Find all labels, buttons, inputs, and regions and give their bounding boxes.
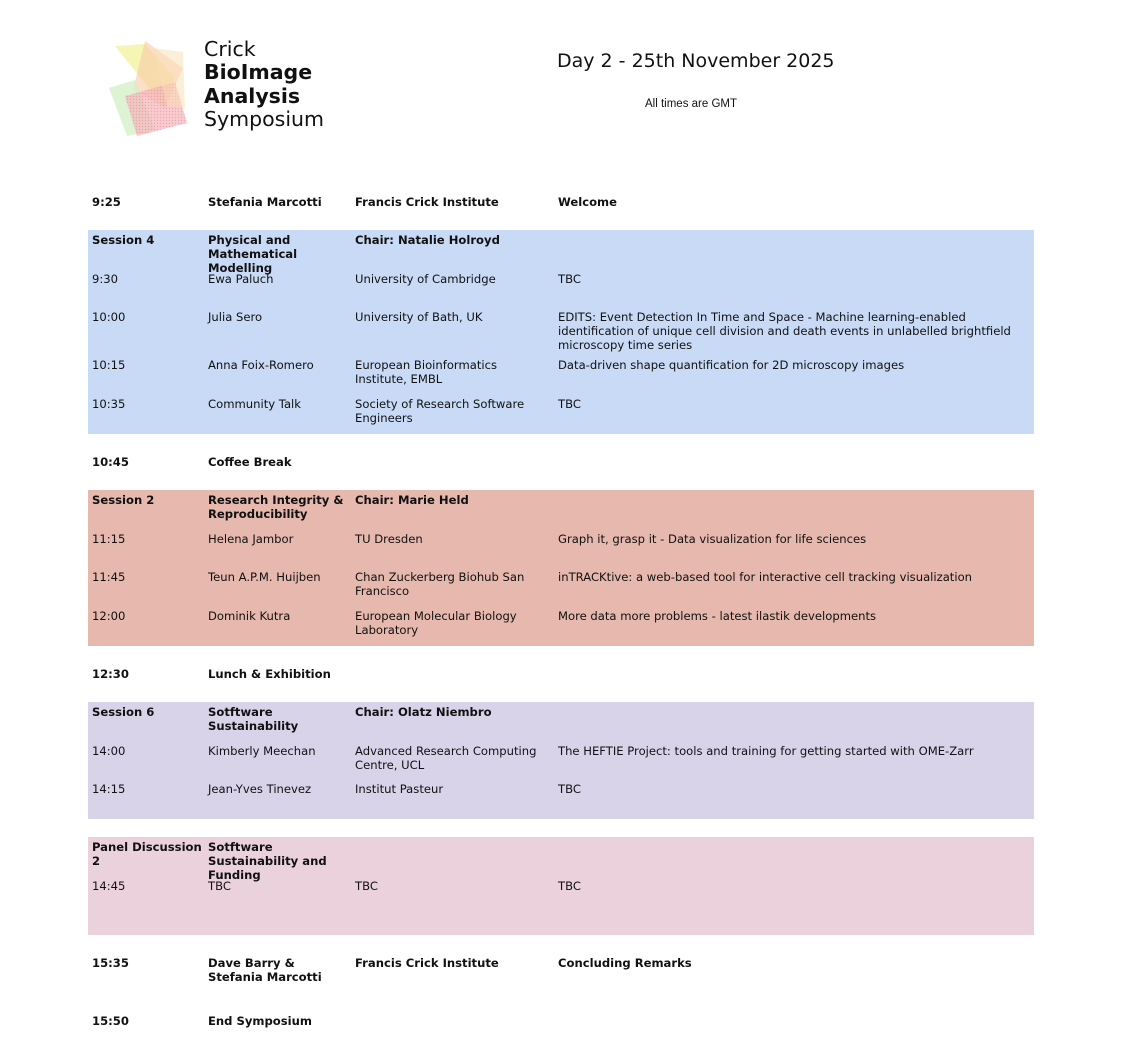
panel-discussion-label: Panel Discussion 2 [92, 840, 202, 868]
welcome-affiliation: Francis Crick Institute [355, 195, 499, 209]
talk-time: 11:45 [92, 570, 126, 584]
talk-affiliation: European Bioinformatics Institute, EMBL [355, 358, 498, 386]
talk-affiliation: Chan Zuckerberg Biohub San Francisco [355, 570, 525, 598]
talk-affiliation: TBC [355, 879, 378, 893]
lunch-time: 12:30 [92, 667, 129, 681]
talk-speaker: Teun A.P.M. Huijben [208, 570, 321, 584]
logo-line-crick: Crick [204, 37, 256, 61]
talk-speaker: Ewa Paluch [208, 272, 274, 286]
talk-title: Data-driven shape quantification for 2D microscopy images [558, 358, 905, 372]
talk-speaker: TBC [208, 879, 231, 893]
talk-speaker: Kimberly Meechan [208, 744, 316, 758]
talk-title: TBC [558, 782, 581, 796]
talk-time: 10:00 [92, 310, 126, 324]
talk-title: EDITS: Event Detection In Time and Space - Machine learning-enabled identification of unique cell division and death events in unlabelled brightfield microscopy time series [558, 310, 1011, 352]
talk-affiliation: Advanced Research Computing Centre, UCL [355, 744, 537, 772]
welcome-title: Welcome [558, 195, 617, 209]
talk-title: TBC [558, 272, 581, 286]
talk-affiliation: Institut Pasteur [355, 782, 444, 796]
coffee-time: 10:45 [92, 455, 129, 469]
closing-affiliation: Francis Crick Institute [355, 956, 499, 970]
symposium-logo-text [204, 38, 324, 131]
session-6-chair: Chair: Olatz Niembro [355, 705, 492, 719]
talk-speaker: Community Talk [208, 397, 301, 411]
coffee-label: Coffee Break [208, 455, 292, 469]
closing-title: Concluding Remarks [558, 956, 692, 970]
talk-title: Graph it, grasp it - Data visualization for life sciences [558, 532, 867, 546]
session-2-chair: Chair: Marie Held [355, 493, 469, 507]
panel-discussion-topic: Sotftware Sustainability and Funding [208, 840, 327, 882]
talk-time: 14:45 [92, 879, 126, 893]
logo-line-bioimage: BioImage [204, 60, 313, 85]
talk-time: 10:35 [92, 397, 126, 411]
end-time: 15:50 [92, 1014, 129, 1028]
talk-time: 14:00 [92, 744, 126, 758]
welcome-speaker: Stefania Marcotti [208, 195, 322, 209]
page-title: Day 2 - 25th November 2025 [557, 50, 835, 72]
symposium-logo-icon [105, 38, 187, 138]
talk-speaker: Jean-Yves Tinevez [208, 782, 312, 796]
talk-speaker: Julia Sero [208, 310, 263, 324]
talk-affiliation: European Molecular Biology Laboratory [355, 609, 517, 637]
talk-time: 12:00 [92, 609, 126, 623]
closing-time: 15:35 [92, 956, 129, 970]
end-label: End Symposium [208, 1014, 312, 1028]
session-2-topic: Research Integrity & Reproducibility [208, 493, 344, 521]
talk-affiliation: University of Bath, UK [355, 310, 483, 324]
talk-time: 11:15 [92, 532, 126, 546]
session-4-chair: Chair: Natalie Holroyd [355, 233, 500, 247]
closing-speaker: Dave Barry & Stefania Marcotti [208, 956, 322, 984]
session-6-label: Session 6 [92, 705, 155, 719]
talk-title: The HEFTIE Project: tools and training for getting started with OME-Zarr [558, 744, 974, 758]
talk-title: TBC [558, 397, 581, 411]
talk-title: More data more problems - latest ilastik developments [558, 609, 877, 623]
talk-title: inTRACKtive: a web-based tool for interactive cell tracking visualization [558, 570, 973, 584]
logo-line-analysis: Analysis [204, 83, 301, 108]
session-4-topic: Physical and Mathematical Modelling [208, 233, 298, 275]
session-2-label: Session 2 [92, 493, 155, 507]
session-4-label: Session 4 [92, 233, 155, 247]
talk-affiliation: University of Cambridge [355, 272, 496, 286]
session-6-topic: Sotftware Sustainability [208, 705, 299, 733]
timezone-note: All times are GMT [645, 98, 738, 110]
talk-time: 10:15 [92, 358, 126, 372]
talk-affiliation: Society of Research Software Engineers [355, 397, 525, 425]
talk-speaker: Anna Foix-Romero [208, 358, 314, 372]
talk-title: TBC [558, 879, 581, 893]
logo-line-symposium: Symposium [204, 106, 325, 131]
talk-speaker: Dominik Kutra [208, 609, 291, 623]
talk-affiliation: TU Dresden [355, 532, 423, 546]
talk-time: 9:30 [92, 272, 119, 286]
lunch-label: Lunch & Exhibition [208, 667, 331, 681]
talk-time: 14:15 [92, 782, 126, 796]
welcome-time: 9:25 [92, 195, 121, 209]
talk-speaker: Helena Jambor [208, 532, 294, 546]
